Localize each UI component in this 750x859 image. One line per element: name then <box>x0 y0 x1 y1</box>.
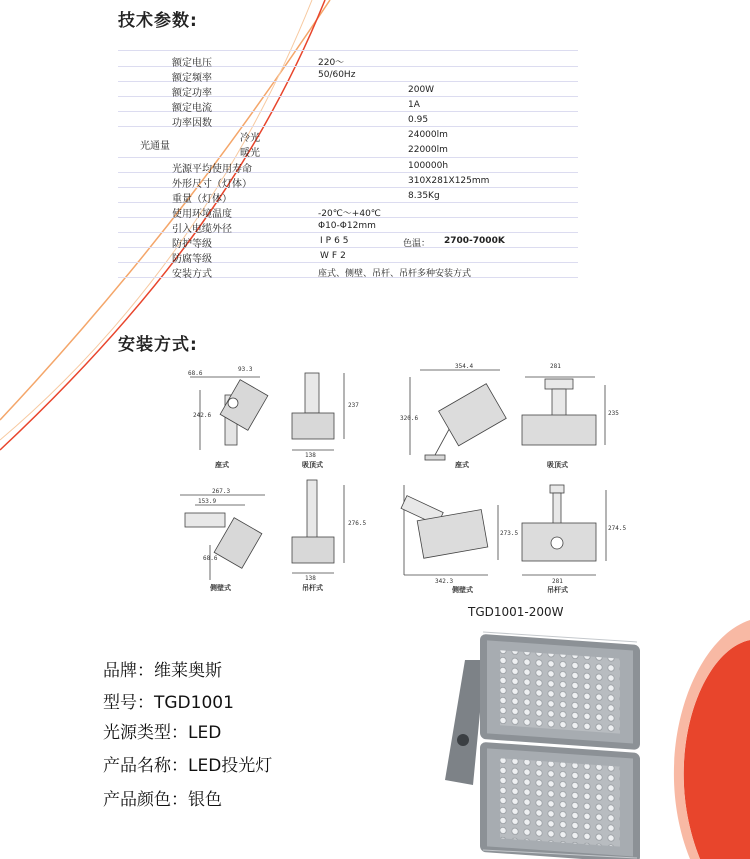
diagram-pole-mount <box>292 480 344 573</box>
dim-label: 320.6 <box>400 415 419 422</box>
spec-value: 100000h <box>408 161 449 171</box>
dim-label: 342.3 <box>435 578 454 585</box>
spec-label: 额定电流 <box>172 103 212 114</box>
dim-label: 235 <box>608 410 619 417</box>
spec-value: 座式、侧壁、吊杆、吊杆多种安装方式 <box>318 269 472 279</box>
product-image <box>425 620 665 859</box>
dim-label: 93.3 <box>238 366 253 373</box>
spec-label: 防腐等级 <box>172 254 212 265</box>
dim-label: 153.9 <box>198 498 217 505</box>
caption: 吸顶式 <box>302 461 323 469</box>
spec-value: WF2 <box>320 251 349 261</box>
spec-value: 310X281X125mm <box>408 176 490 186</box>
dim-label: 68.6 <box>188 370 203 377</box>
spec-label: 外形尺寸（灯体） <box>172 179 252 190</box>
spec-value: 22000lm <box>408 145 448 155</box>
caption: 吊杆式 <box>302 584 323 592</box>
diagram-pole-mount-right <box>522 485 606 575</box>
spec-value: Φ10-Φ12mm <box>318 221 376 231</box>
info-product-name: 产品名称：LED投光灯 <box>103 756 273 776</box>
diagram-ceiling-mount-right <box>522 377 605 445</box>
model-label: TGD1001-200W <box>468 605 564 619</box>
dim-label: 267.3 <box>212 488 231 495</box>
spec-label: 冷光 <box>240 133 260 144</box>
dim-label: 276.5 <box>348 520 367 527</box>
spec-label: 功率因数 <box>172 118 212 129</box>
install-section-title: 安装方式: <box>118 335 198 355</box>
spec-label: 使用环境温度 <box>172 209 232 220</box>
info-light-source: 光源类型：LED <box>103 723 222 743</box>
spec-value: 50/60Hz <box>318 70 356 80</box>
dim-label: 237 <box>348 402 359 409</box>
diagram-ceiling-mount <box>292 373 344 450</box>
diagram-wall-mount-right <box>401 485 498 575</box>
spec-label: 引入电缆外径 <box>172 224 232 235</box>
dim-label: 354.4 <box>455 363 474 370</box>
spec-value: 1A <box>408 100 420 110</box>
specs-section-title: 技术参数: <box>118 11 198 31</box>
dim-label: 138 <box>305 452 316 459</box>
caption: 吊杆式 <box>547 586 568 594</box>
caption: 侧壁式 <box>452 586 473 594</box>
spec-label: 防护等级 <box>172 239 212 250</box>
spec-value: 0.95 <box>408 115 429 125</box>
info-color: 产品颜色：银色 <box>103 790 222 810</box>
caption: 吸顶式 <box>547 461 568 469</box>
dim-label: 274.5 <box>608 525 627 532</box>
info-brand: 品牌：维莱奥斯 <box>103 661 222 681</box>
spec-label: 额定功率 <box>172 88 212 99</box>
spec-value: 24000lm <box>408 130 448 140</box>
spec-label: 暖光 <box>240 148 260 159</box>
diagram-wall-mount <box>180 495 265 580</box>
dim-label: 281 <box>550 363 561 370</box>
spec-value: IP65 <box>320 236 352 246</box>
dim-label: 273.5 <box>500 530 519 537</box>
luminous-flux-label: 光通量 <box>140 141 170 152</box>
dim-label: 281 <box>552 578 563 585</box>
spec-label: 重量（灯体） <box>172 194 232 205</box>
spec-value: -20℃～+40℃ <box>318 209 381 219</box>
spec-value: 8.35Kg <box>408 191 440 201</box>
spec-label: 额定频率 <box>172 73 212 84</box>
caption: 座式 <box>455 461 469 469</box>
info-model: 型号：TGD1001 <box>103 693 234 713</box>
dim-label: 138 <box>305 575 316 582</box>
dim-label: 68.6 <box>203 555 218 562</box>
color-temp-label: 色温： <box>403 239 431 249</box>
caption: 侧壁式 <box>210 584 231 592</box>
spec-label: 额定电压 <box>172 58 212 69</box>
installation-diagrams <box>0 355 750 600</box>
spec-value: 220～ <box>318 58 345 68</box>
caption: 座式 <box>215 461 229 469</box>
spec-label: 安装方式 <box>172 269 212 280</box>
dim-label: 242.6 <box>193 412 212 419</box>
spec-value: 200W <box>408 85 435 95</box>
diagram-seat-mount-right <box>410 370 506 460</box>
color-temp-value: 2700-7000K <box>444 236 505 246</box>
spec-label: 光源平均使用寿命 <box>172 164 252 175</box>
